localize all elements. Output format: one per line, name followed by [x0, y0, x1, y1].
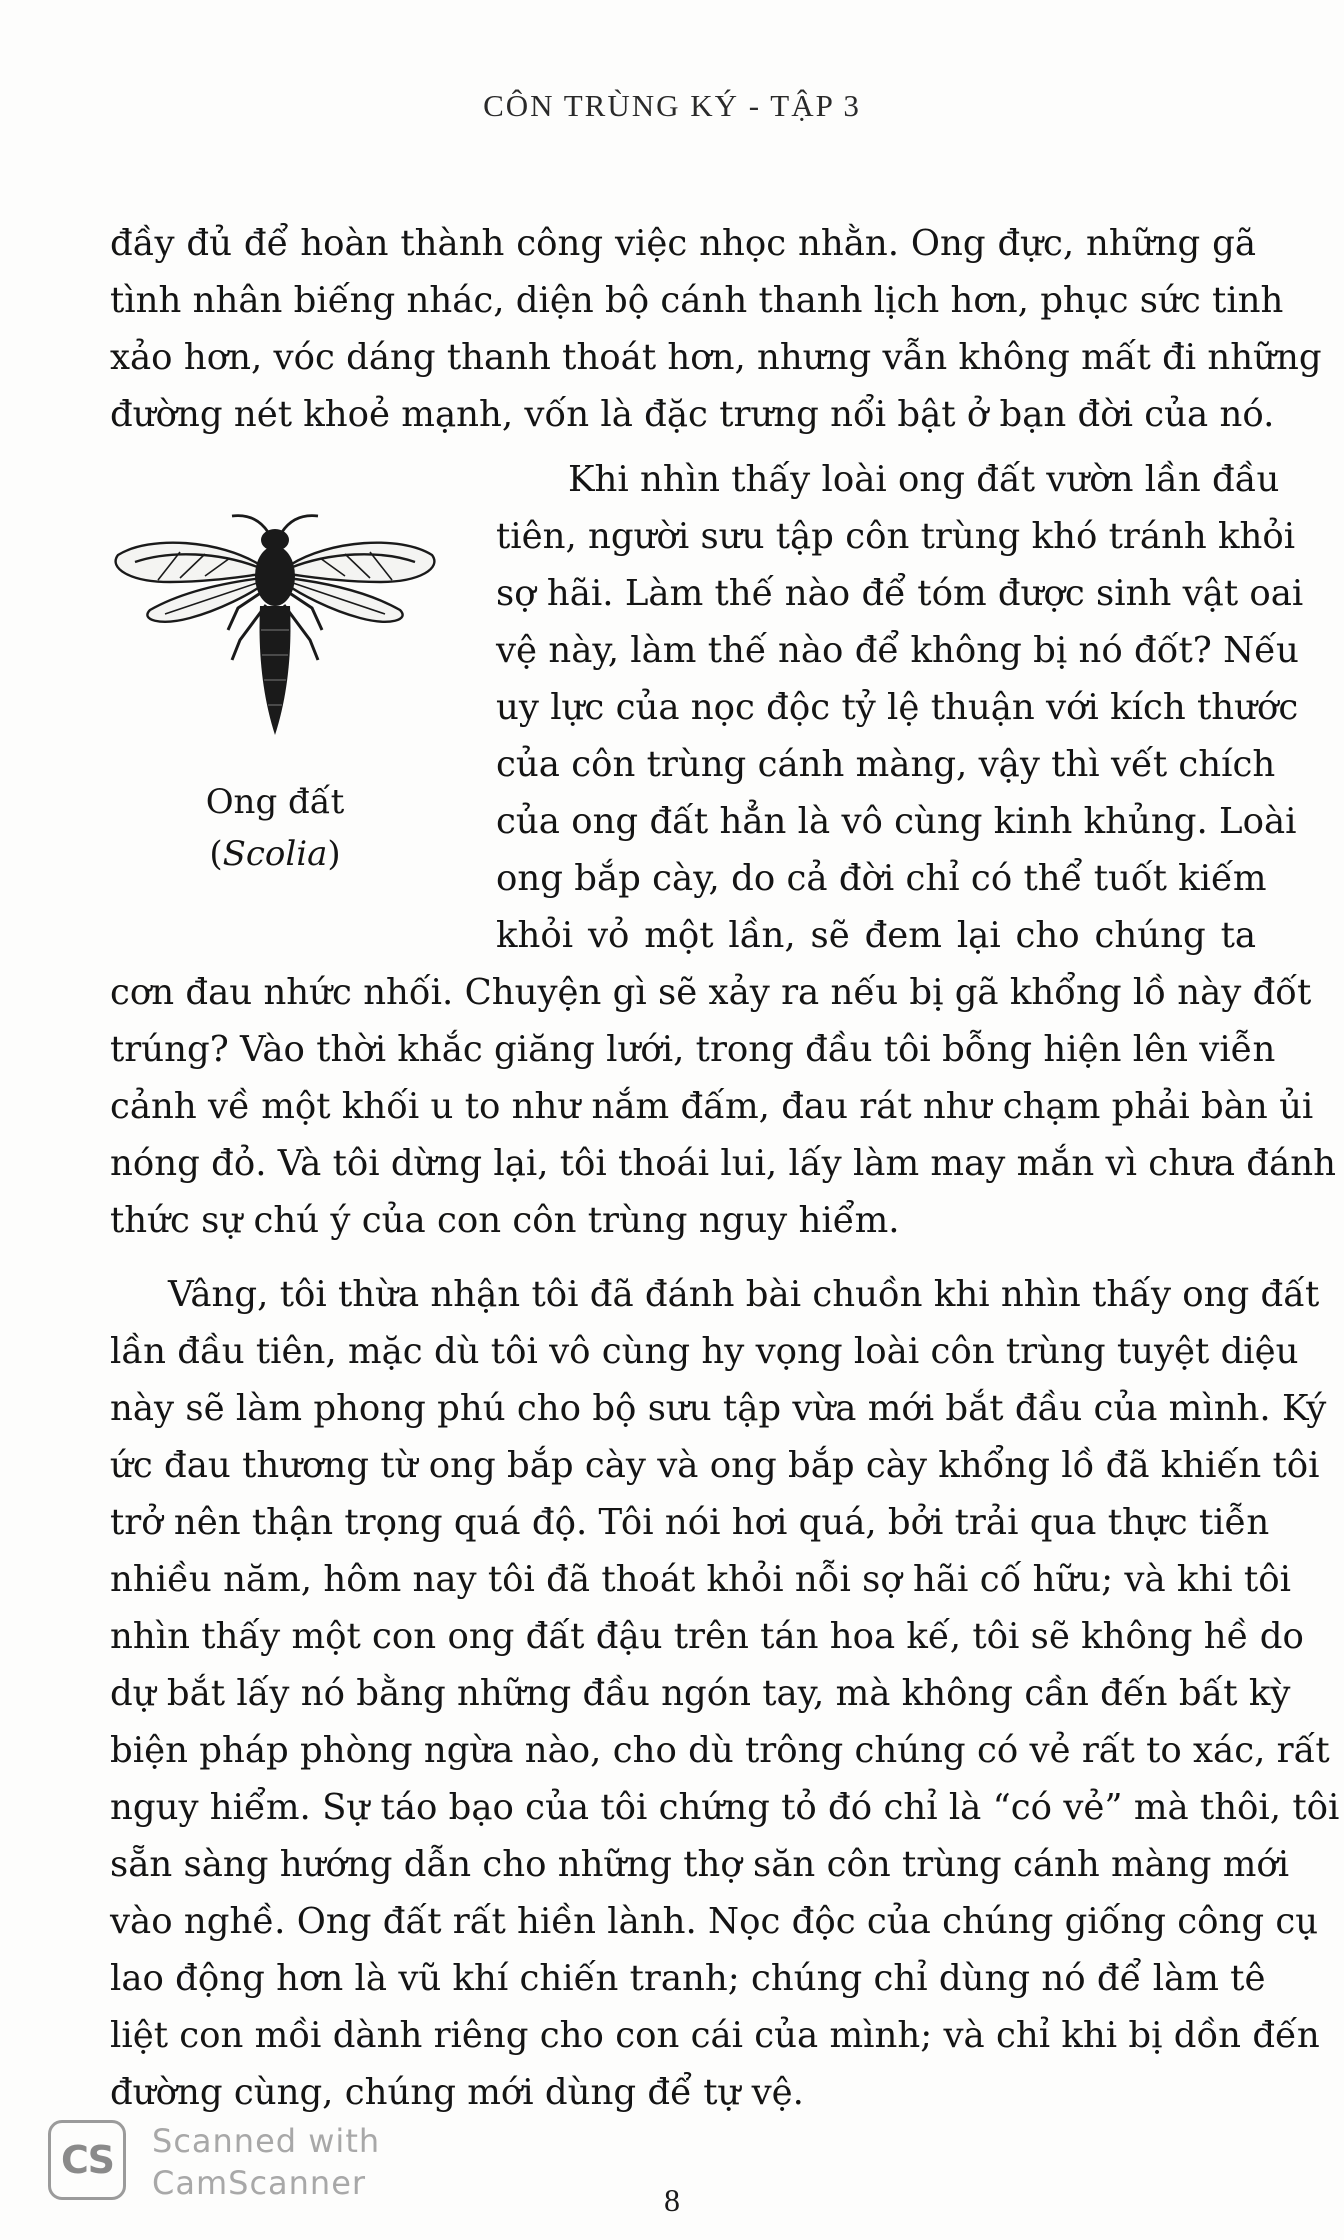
text-line: ức đau thương từ ong bắp cày và ong bắp cày khổng lồ đã khiến tôi: [110, 1445, 1320, 1486]
text-line: cảnh về một khối u to như nắm đấm, đau rát như chạm phải bàn ủi: [110, 1086, 1314, 1127]
text-line: trở nên thận trọng quá độ. Tôi nói hơi quá, bởi trải qua thực tiễn: [110, 1502, 1270, 1543]
text-line: lao động hơn là vũ khí chiến tranh; chúng chỉ dùng nó để làm tê: [110, 1958, 1266, 1999]
text-line: nhiều năm, hôm nay tôi đã thoát khỏi nỗi sợ hãi cố hữu; và khi tôi: [110, 1559, 1291, 1600]
text-line: vệ này, làm thế nào để không bị nó đốt? Nếu: [496, 630, 1299, 671]
text-line: đường cùng, chúng mới dùng để tự vệ.: [110, 2072, 804, 2113]
text-line: lần đầu tiên, mặc dù tôi vô cùng hy vọng loài côn trùng tuyệt diệu: [110, 1331, 1299, 1372]
text-line: uy lực của nọc độc tỷ lệ thuận với kích thước: [496, 687, 1299, 728]
text-line: nóng đỏ. Và tôi dừng lại, tôi thoái lui, lấy làm may mắn vì chưa đánh: [110, 1143, 1336, 1184]
text-line: sẵn sàng hướng dẫn cho những thợ săn côn trùng cánh màng mới: [110, 1844, 1290, 1885]
text-line: Vâng, tôi thừa nhận tôi đã đánh bài chuồn khi nhìn thấy ong đất: [168, 1274, 1320, 1315]
watermark-line-1: Scanned with: [152, 2122, 381, 2160]
text-line: xảo hơn, vóc dáng thanh thoát hơn, nhưng vẫn không mất đi những: [110, 337, 1322, 378]
text-line: của côn trùng cánh màng, vậy thì vết chích: [496, 744, 1276, 785]
scientific-name: Scolia: [222, 834, 328, 874]
text-line: tiên, người sưu tập côn trùng khó tránh khỏi: [496, 516, 1296, 557]
running-header: CÔN TRÙNG KÝ - TẬP 3: [483, 88, 861, 123]
wasp-illustration-icon: [110, 510, 440, 750]
caption-paren-open: (: [209, 834, 223, 874]
text-line: trúng? Vào thời khắc giăng lưới, trong đầu tôi bỗng hiện lên viễn: [110, 1029, 1276, 1070]
text-line: tình nhân biếng nhác, diện bộ cánh thanh lịch hơn, phục sức tinh: [110, 280, 1284, 321]
text-line: Khi nhìn thấy loài ong đất vườn lần đầu: [568, 459, 1280, 500]
text-line: cơn đau nhức nhối. Chuyện gì sẽ xảy ra nếu bị gã khổng lồ này đốt: [110, 972, 1312, 1013]
text-line: khỏi vỏ một lần, sẽ đem lại cho chúng ta: [496, 915, 1256, 956]
text-line: nguy hiểm. Sự táo bạo của tôi chứng tỏ đó chỉ là “có vẻ” mà thôi, tôi: [110, 1787, 1340, 1828]
text-line: sợ hãi. Làm thế nào để tóm được sinh vật oai: [496, 573, 1304, 614]
text-line: liệt con mồi dành riêng cho con cái của mình; và chỉ khi bị dồn đến: [110, 2015, 1320, 2056]
page-number: 8: [664, 2182, 680, 2218]
text-line: nhìn thấy một con ong đất đậu trên tán hoa kế, tôi sẽ không hề do: [110, 1616, 1304, 1657]
text-line: này sẽ làm phong phú cho bộ sưu tập vừa mới bắt đầu của mình. Ký: [110, 1388, 1327, 1429]
text-line: của ong đất hẳn là vô cùng kinh khủng. Loài: [496, 801, 1297, 842]
text-line: đầy đủ để hoàn thành công việc nhọc nhằn. Ong đực, những gã: [110, 223, 1256, 264]
caption-paren-close: ): [327, 834, 341, 874]
text-line: thức sự chú ý của con côn trùng nguy hiểm.: [110, 1200, 900, 1241]
text-line: vào nghề. Ong đất rất hiền lành. Nọc độc của chúng giống công cụ: [110, 1901, 1319, 1942]
text-line: đường nét khoẻ mạnh, vốn là đặc trưng nổi bật ở bạn đời của nó.: [110, 394, 1275, 435]
text-line: ong bắp cày, do cả đời chỉ có thể tuốt kiếm: [496, 858, 1267, 899]
text-line: biện pháp phòng ngừa nào, cho dù trông chúng có vẻ rất to xác, rất: [110, 1730, 1330, 1771]
watermark-line-2: CamScanner: [152, 2164, 367, 2202]
camscanner-logo: CS: [48, 2120, 126, 2200]
figure-caption-scientific: [150, 834, 400, 874]
text-line: dự bắt lấy nó bằng những đầu ngón tay, mà không cần đến bất kỳ: [110, 1673, 1291, 1714]
figure-caption: Ong đất: [205, 782, 345, 822]
